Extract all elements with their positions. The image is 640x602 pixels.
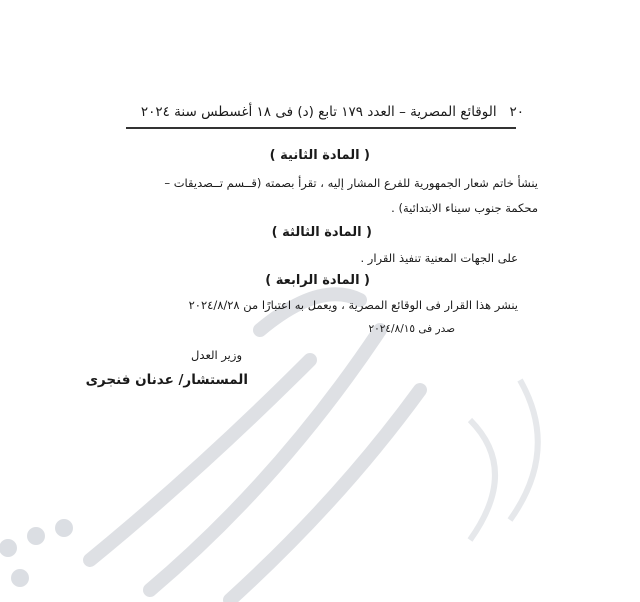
article-four-title: ( المادة الرابعة ) <box>265 273 370 288</box>
article-two-line2: محكمة جنوب سيناء الابتدائية) . <box>391 201 538 215</box>
article-three-line1: على الجهات المعنية تنفيذ القرار . <box>360 251 518 265</box>
minister-name: المستشار/ عدنان فنجرى <box>85 372 248 388</box>
header-text: الوقائع المصرية – العدد ١٧٩ تابع (د) فى ١٨ أغسطس سنة ٢٠٢٤ <box>140 104 497 120</box>
article-two-line1: ينشأ خاتم شعار الجمهورية للفرع المشار إليه ، تقرأ بصمته (قــسم تــصديقات – <box>164 176 538 190</box>
issued-date: صدر فى ٢٠٢٤/٨/١٥ <box>368 323 455 335</box>
page-number: ٢٠ <box>509 104 524 120</box>
article-three-title: ( المادة الثالثة ) <box>271 225 372 240</box>
article-two-title: ( المادة الثانية ) <box>269 148 370 163</box>
article-four-line1: ينشر هذا القرار فى الوقائع المصرية ، ويعمل به اعتبارًا من ٢٠٢٤/٨/٢٨ <box>188 298 518 312</box>
gazette-header <box>141 104 524 120</box>
minister-role: وزير العدل <box>191 348 242 362</box>
header-divider <box>126 127 516 129</box>
